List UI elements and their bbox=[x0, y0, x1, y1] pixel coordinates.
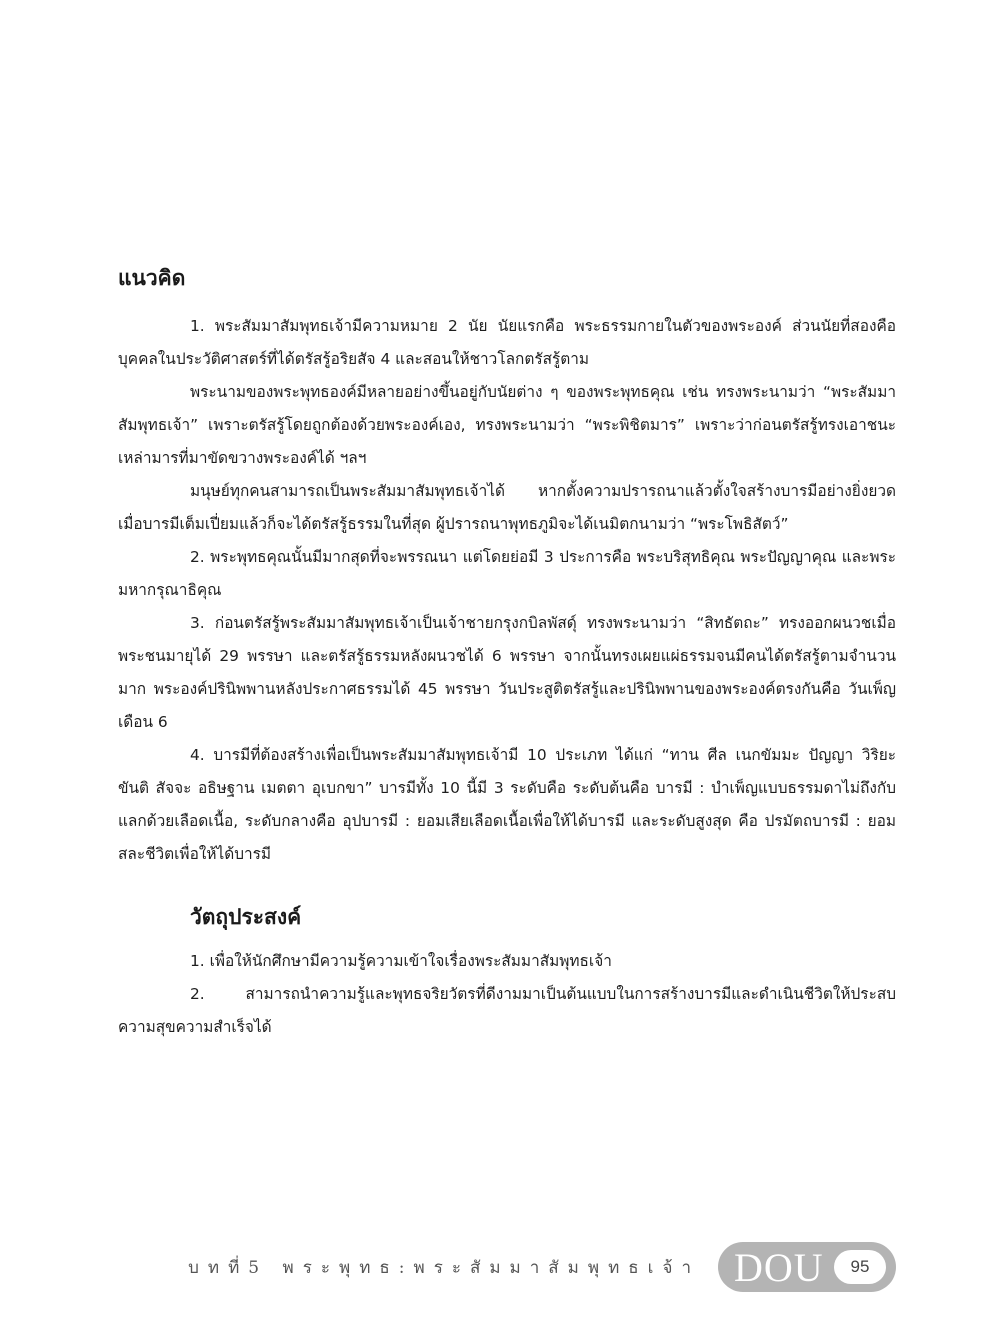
objective-paragraph-2: 2. สามารถนำความรู้และพุทธจริยวัตรที่ดีงามมาเป็นต้นแบบในการสร้างบารมีและดำเนินชีวิตให้ประสบความสุขความสำเร็จได้ bbox=[118, 985, 896, 1036]
concept-paragraph-6: 4. บารมีที่ต้องสร้างเพื่อเป็นพระสัมมาสัมพุทธเจ้ามี 10 ประเภท ได้แก่ “ทาน ศีล เนกขัมมะ ปัญญา วิริยะ ขันติ สัจจะ อธิษฐาน เมตตา อุเบกขา” บารมีทั้ง 10 นี้มี 3 ระดับคือ ระดับต้นคือ บารมี : บำเพ็ญแบบธรรมดาไม่ถึงกับแลกด้วยเลือดเนื้อ, ระดับกลางคือ อุปบารมี : ยอมเสียเลือดเนื้อเพื่อให้ได้บารมี และระดับสูงสุด คือ ปรมัตถบารมี : ยอมสละชีวิตเพื่อให้ได้บารมี bbox=[118, 746, 896, 863]
concept-paragraph-5: 3. ก่อนตรัสรู้พระสัมมาสัมพุทธเจ้าเป็นเจ้าชายกรุงกบิลพัสดุ์ ทรงพระนามว่า “สิทธัตถะ” ทรงออกผนวชเมื่อพระชนมายุได้ 29 พรรษา และตรัสรู้ธรรมหลังผนวชได้ 6 พรรษา จากนั้นทรงเผยแผ่ธรรมจนมีคนได้ตรัสรู้ตามจำนวนมาก พระองค์ปรินิพพานหลังประกาศธรรมได้ 45 พรรษา วันประสูติตรัสรู้และปรินิพพานของพระองค์ตรงกันคือ วันเพ็ญเดือน 6 bbox=[118, 614, 896, 731]
objectives-heading: วัตถุประสงค์ bbox=[190, 905, 302, 929]
dou-logo: DOU bbox=[734, 1245, 824, 1290]
concept-paragraph-4: 2. พระพุทธคุณนั้นมีมากสุดที่จะพรรณนา แต่โดยย่อมี 3 ประการคือ พระบริสุทธิคุณ พระปัญญาคุณ และพระมหากรุณาธิคุณ bbox=[118, 548, 896, 599]
objective-paragraph-1: 1. เพื่อให้นักศึกษามีความรู้ความเข้าใจเรื่องพระสัมมาสัมพุทธเจ้า bbox=[190, 952, 612, 970]
chapter-title-footer: บทที่5 พระพุทธ:พระสัมมาสัมพุทธเจ้า bbox=[188, 1258, 700, 1278]
page-footer bbox=[0, 1240, 1000, 1296]
concept-paragraph-3: มนุษย์ทุกคนสามารถเป็นพระสัมมาสัมพุทธเจ้าได้ หากตั้งความปรารถนาแล้วตั้งใจสร้างบารมีอย่างยิ่งยวด เมื่อบารมีเต็มเปี่ยมแล้วก็จะได้ตรัสรู้ธรรมในที่สุด ผู้ปรารถนาพุทธภูมิจะได้เนมิตกนามว่า “พระโพธิสัตว์” bbox=[118, 482, 896, 533]
concept-paragraph-1: 1. พระสัมมาสัมพุทธเจ้ามีความหมาย 2 นัย นัยแรกคือ พระธรรมกายในตัวของพระองค์ ส่วนนัยที่สองคือ บุคคลในประวัติศาสตร์ที่ได้ตรัสรู้อริยสัจ 4 และสอนให้ชาวโลกตรัสรู้ตาม bbox=[118, 317, 896, 368]
dou-badge bbox=[718, 1242, 896, 1292]
page-number: 95 bbox=[834, 1250, 886, 1284]
concept-heading: แนวคิด bbox=[118, 266, 186, 290]
concept-paragraph-2: พระนามของพระพุทธองค์มีหลายอย่างขึ้นอยู่กับนัยต่าง ๆ ของพระพุทธคุณ เช่น ทรงพระนามว่า “พระสัมมาสัมพุทธเจ้า” เพราะตรัสรู้โดยถูกต้องด้วยพระองค์เอง, ทรงพระนามว่า “พระพิชิตมาร” เพราะว่าก่อนตรัสรู้ทรงเอาชนะเหล่ามารที่มาขัดขวางพระองค์ได้ ฯลฯ bbox=[118, 383, 896, 467]
page-content bbox=[118, 258, 896, 1044]
